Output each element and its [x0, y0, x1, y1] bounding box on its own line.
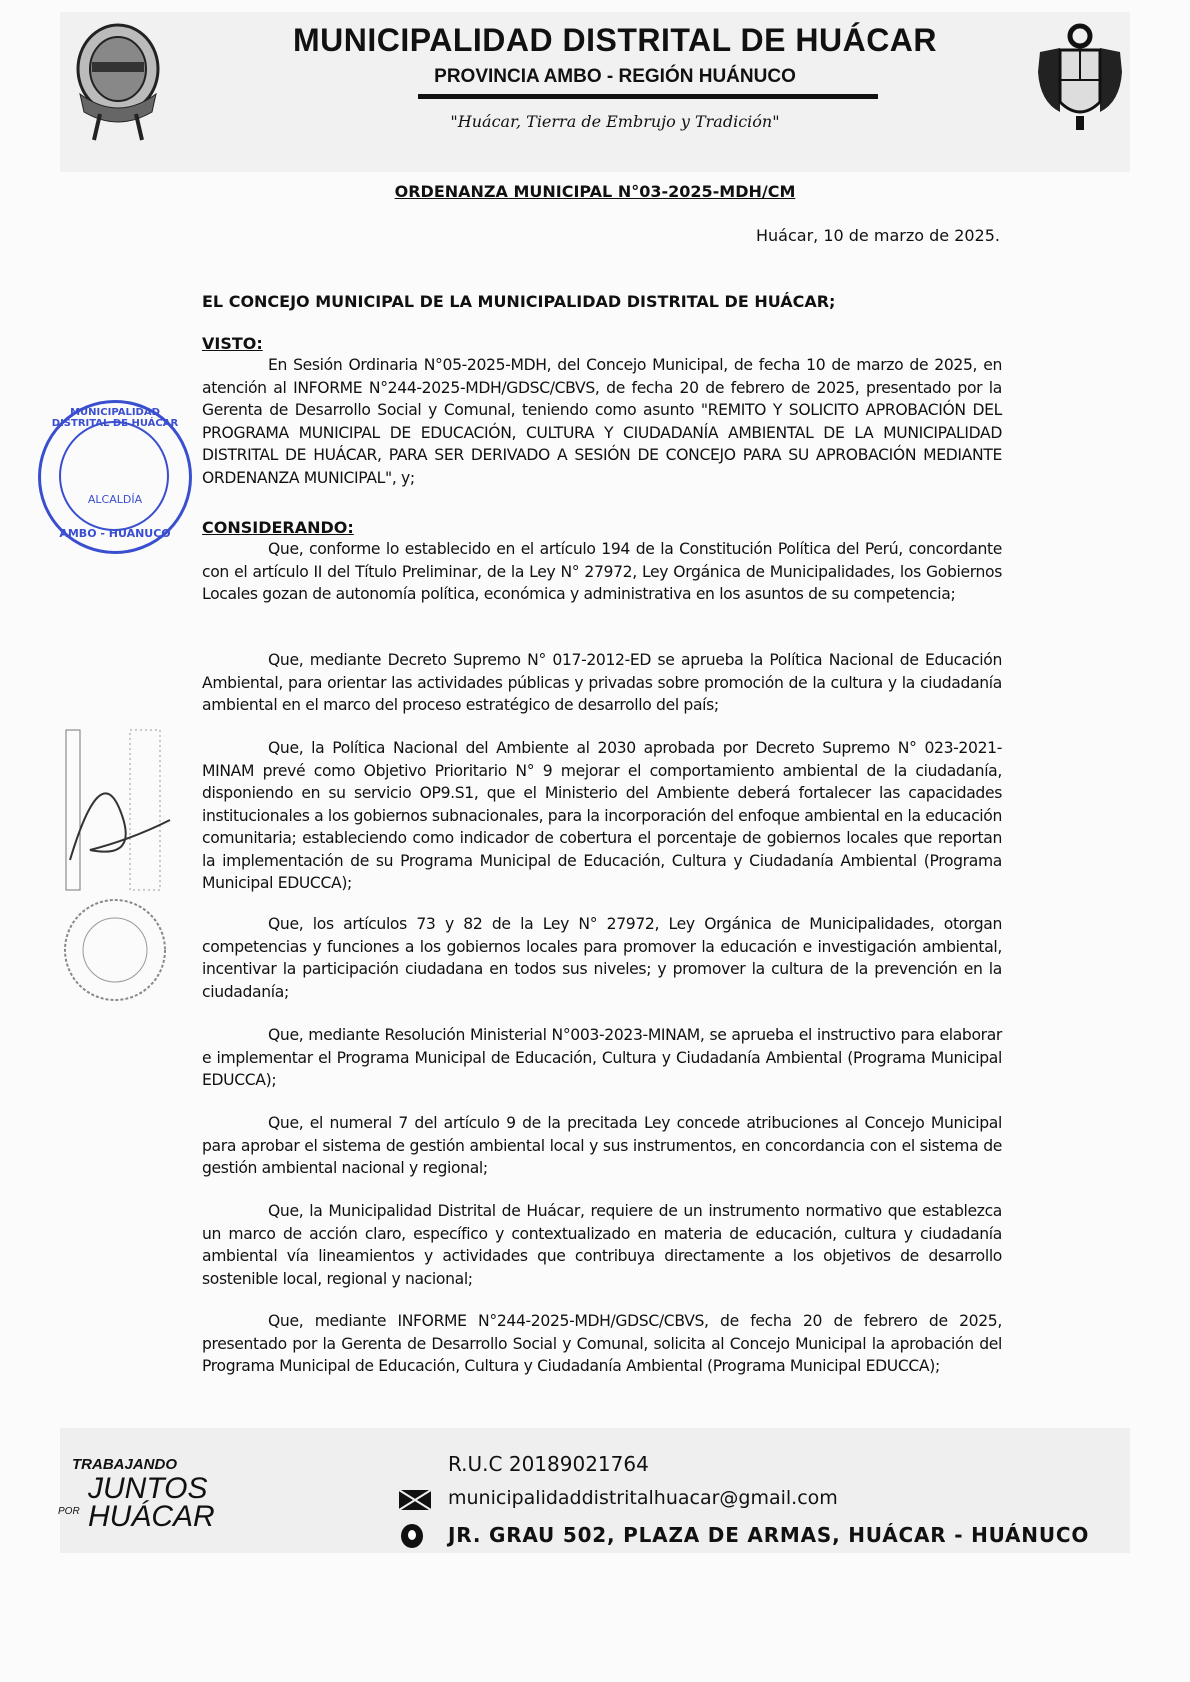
considerando-paragraph: Que, conforme lo establecido en el artículo 194 de la Constitución Política del Perú, concordante con el artículo II del Título Preliminar, de la Ley N° 27972, Ley Orgánica de Municipalidades, los Gobiernos Locales gozan de autonomía política, económica y administrativa en los asuntos de su competencia;: [202, 540, 1002, 603]
slogan-line-1: TRABAJANDO: [72, 1456, 177, 1473]
signature-and-seal: [30, 720, 190, 1010]
municipality-title: MUNICIPALIDAD DISTRITAL DE HUÁCAR: [292, 22, 938, 58]
considerando-paragraph: Que, mediante INFORME N°244-2025-MDH/GDSC/CBVS, de fecha 20 de febrero de 2025, presentado por la Gerenta de Desarrollo Social y Comunal, solicita al Concejo Municipal la aprobación del Programa Municipal de Educación, Cultura y Ciudadanía Ambiental (Programa Municipal EDUCCA);: [202, 1312, 1002, 1375]
ruc-number: R.U.C 20189021764: [448, 1452, 649, 1476]
issuer-heading: EL CONCEJO MUNICIPAL DE LA MUNICIPALIDAD DISTRITAL DE HUÁCAR;: [202, 292, 836, 311]
stamp-bottom-text: AMBO - HUÁNUCO: [59, 527, 171, 540]
considerando-paragraph: Que, los artículos 73 y 82 de la Ley N° 27972, Ley Orgánica de Municipalidades, otorgan competencias y funciones a los gobiernos locales para promover la educación e investigación ambiental, incentivar la participación ciudadana en todos sus niveles; y promover la cultura de la prevención en la ciudadanía;: [202, 915, 1002, 1001]
visto-heading: VISTO:: [202, 334, 263, 353]
considerando-heading: CONSIDERANDO:: [202, 518, 354, 537]
motto: "Huácar, Tierra de Embrujo y Tradición": [450, 112, 780, 131]
considerando-paragraph: Que, mediante Resolución Ministerial N°003-2023-MINAM, se aprueba el instructivo para elaborar e implementar el Programa Municipal de Educación, Cultura y Ciudadanía Ambiental (Programa Municipal EDUCCA);: [202, 1026, 1002, 1089]
location-pin-icon: [400, 1523, 424, 1549]
document-date: Huácar, 10 de marzo de 2025.: [756, 226, 1000, 245]
visto-paragraph: En Sesión Ordinaria N°05-2025-MDH, del Concejo Municipal, de fecha 10 de marzo de 2025, en atención al INFORME N°244-2025-MDH/GDSC/CBVS, de fecha 20 de febrero de 2025, presentado por la Gerenta de Desarrollo Social y Comunal, teniendo como asunto "REMITO Y SOLICITO APROBACIÓN DEL PROGRAMA MUNICIPAL DE EDUCACIÓN, CULTURA Y CIUDADANÍA AMBIENTAL DE LA MUNICIPALIDAD DISTRITAL DE HUÁCAR, PARA SER DERIVADO A SESIÓN DE CONCEJO PARA SU APROBACIÓN MEDIANTE ORDENANZA MUNICIPAL", y;: [202, 356, 1002, 487]
header-rule: [418, 94, 878, 99]
stamp-ring-text: MUNICIPALIDAD DISTRITAL DE HUÁCAR: [51, 407, 179, 429]
considerando-paragraph: Que, el numeral 7 del artículo 9 de la precitada Ley concede atribuciones al Concejo Municipal para aprobar el sistema de gestión ambiental local y sus instrumentos, en concordancia con el sistema de gestión ambiental nacional y regional;: [202, 1114, 1002, 1177]
address: JR. GRAU 502, PLAZA DE ARMAS, HUÁCAR - HUÁNUCO: [448, 1523, 1090, 1547]
national-shield-logo: [1030, 22, 1130, 132]
slogan-line-2: JUNTOS: [88, 1472, 208, 1505]
alcaldia-stamp: [38, 400, 192, 554]
considerando-paragraph: Que, la Política Nacional del Ambiente al 2030 aprobada por Decreto Supremo N° 023-2021-MINAM prevé como Objetivo Prioritario N° 9 mejorar el comportamiento ambiental de la ciudadanía, disponiendo en su servicio OP9.S1, que el Ministerio del Ambiente deberá fortalecer las capacidades institucionales a los gobiernos subnacionales, para la incorporación del enfoque ambiental en la educación comunitaria; estableciendo como indicador de cobertura el porcentaje de gobiernos locales que reportan la implementación de su Programa Municipal de Educación, Cultura y Ciudadanía Ambiental (Programa Municipal EDUCCA);: [202, 739, 1002, 892]
stamp-center-text: ALCALDÍA: [87, 493, 143, 506]
email-icon: [398, 1489, 432, 1511]
slogan-line-3: HUÁCAR: [88, 1500, 215, 1533]
email-address: municipalidaddistritalhuacar@gmail.com: [448, 1487, 838, 1509]
province-subtitle: PROVINCIA AMBO - REGIÓN HUÁNUCO: [434, 66, 796, 87]
considerando-paragraph: Que, mediante Decreto Supremo N° 017-2012-ED se aprueba la Política Nacional de Educación Ambiental, para orientar las actividades públicas y privadas sobre promoción de la cultura y la ciudadanía ambiental en el marco del proceso estratégico de desarrollo del país;: [202, 651, 1002, 714]
ordinance-number: ORDENANZA MUNICIPAL N°03-2025-MDH/CM: [394, 182, 796, 201]
slogan-por: POR: [58, 1506, 80, 1517]
considerando-paragraph: Que, la Municipalidad Distrital de Huácar, requiere de un instrumento normativo que establezca un marco de acción claro, específico y contextualizado en materia de educación, cultura y ciudadanía ambiental vía lineamientos y actividades que contribuya directamente a los objetivos de desarrollo sostenible local, regional y nacional;: [202, 1202, 1002, 1288]
